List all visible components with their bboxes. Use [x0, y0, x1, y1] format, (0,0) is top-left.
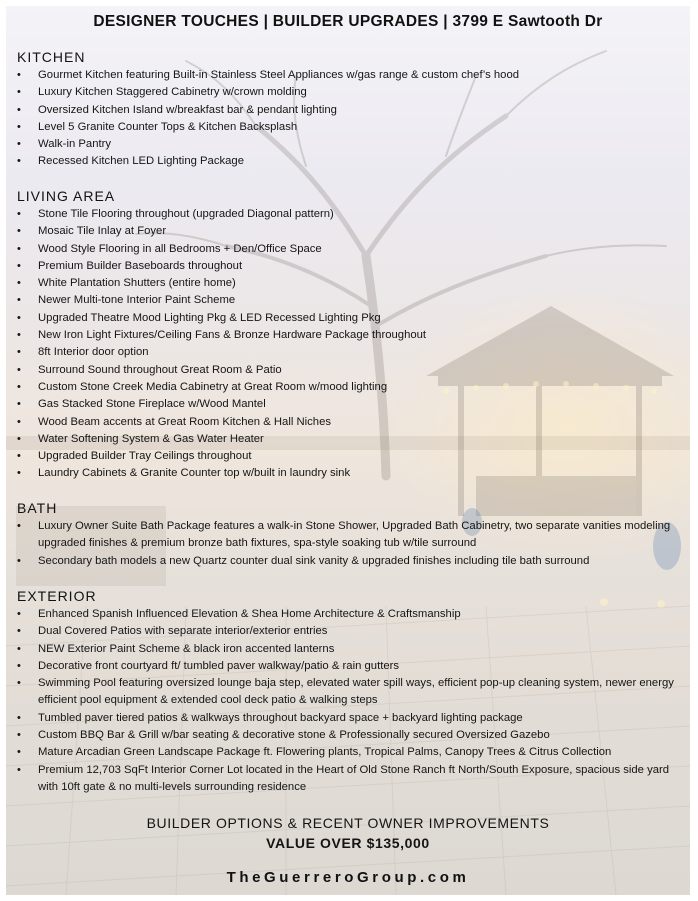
list-item: • Custom BBQ Bar & Grill w/bar seating & decorative stone & Professionally secured Oversized Gazebo: [6, 727, 690, 744]
bullet-icon: •: [17, 242, 21, 255]
bullet-icon: •: [17, 329, 21, 342]
bullet-icon: •: [17, 398, 21, 411]
bullet-icon: •: [17, 554, 21, 567]
bath-list: [6, 518, 690, 570]
list-item: • Surround Sound throughout Great Room & Patio: [6, 362, 690, 379]
list-item: • 8ft Interior door option: [6, 344, 690, 361]
list-item: • Walk-in Pantry: [6, 136, 690, 153]
value-statement: VALUE OVER $135,000: [266, 835, 430, 851]
bullet-icon: •: [17, 625, 21, 638]
kitchen-heading: KITCHEN: [17, 49, 86, 65]
bullet-icon: •: [17, 120, 21, 133]
flyer-content: [6, 6, 690, 895]
list-item: • White Plantation Shutters (entire home): [6, 275, 690, 292]
bullet-icon: •: [17, 208, 21, 220]
list-item: • Level 5 Granite Counter Tops & Kitchen Backsplash: [6, 119, 690, 136]
bullet-icon: •: [17, 380, 21, 393]
list-item: • Wood Beam accents at Great Room Kitchen & Hall Niches: [6, 414, 690, 431]
living-area-heading: LIVING AREA: [17, 188, 116, 204]
builder-options-heading: BUILDER OPTIONS & RECENT OWNER IMPROVEMENTS: [146, 815, 550, 831]
bullet-icon: •: [17, 294, 21, 307]
exterior-heading: EXTERIOR: [17, 588, 97, 604]
list-item: • Tumbled paver tiered patios & walkways throughout backyard space + backyard lighting package: [6, 710, 690, 727]
website-link[interactable]: TheGuerreroGroup.com: [226, 869, 470, 886]
bullet-icon: •: [17, 677, 21, 690]
living-area-list: [6, 206, 690, 483]
bullet-icon: •: [17, 746, 21, 759]
list-item: • Upgraded Builder Tray Ceilings throughout: [6, 448, 690, 465]
list-item: • Swimming Pool featuring oversized lounge baja step, elevated water spill ways, efficient pop-up cleaning system, newer energy efficient pool equipment & extended cool deck patio & walking steps: [17, 677, 674, 707]
list-item: • Secondary bath models a new Quartz counter dual sink vanity & upgraded finishes including tile bath surround: [6, 553, 690, 570]
list-item: • Gas Stacked Stone Fireplace w/Wood Mantel: [6, 396, 690, 413]
bullet-icon: •: [17, 138, 21, 151]
list-item: • Mosaic Tile Inlay at Foyer: [6, 223, 690, 240]
bullet-icon: •: [17, 642, 21, 655]
list-item: • Luxury Kitchen Staggered Cabinetry w/crown molding: [6, 84, 690, 101]
list-item: • Dual Covered Patios with separate interior/exterior entries: [6, 623, 690, 640]
list-item: • Laundry Cabinets & Granite Counter top w/built in laundry sink: [6, 465, 690, 482]
list-item: • New Iron Light Fixtures/Ceiling Fans & Bronze Hardware Package throughout: [6, 327, 690, 344]
bullet-icon: •: [17, 259, 21, 272]
bullet-icon: •: [17, 69, 21, 81]
kitchen-list: [6, 67, 690, 171]
bullet-icon: •: [17, 155, 21, 168]
bullet-icon: •: [17, 225, 21, 238]
list-item: • NEW Exterior Paint Scheme & black iron accented lanterns: [6, 641, 690, 658]
flyer-page: [6, 6, 690, 895]
list-item: • Mature Arcadian Green Landscape Package ft. Flowering plants, Tropical Palms, Canopy Trees & Citrus Collection: [6, 744, 690, 761]
list-item: • Enhanced Spanish Influenced Elevation & Shea Home Architecture & Craftsmanship: [6, 606, 690, 623]
bullet-icon: •: [17, 346, 21, 359]
list-item: • Upgraded Theatre Mood Lighting Pkg & LED Recessed Lighting Pkg: [6, 310, 690, 327]
list-item: • Premium Builder Baseboards throughout: [6, 258, 690, 275]
list-item: • Water Softening System & Gas Water Heater: [6, 431, 690, 448]
bullet-icon: •: [17, 711, 21, 724]
list-item: • Recessed Kitchen LED Lighting Package: [6, 153, 690, 170]
bullet-icon: •: [17, 363, 21, 376]
bullet-icon: •: [17, 467, 21, 480]
bullet-icon: •: [17, 432, 21, 445]
bullet-icon: •: [17, 608, 21, 620]
bullet-icon: •: [17, 520, 21, 532]
bullet-icon: •: [17, 277, 21, 290]
bullet-icon: •: [17, 729, 21, 742]
page-title: DESIGNER TOUCHES | BUILDER UPGRADES | 3799 E Sawtooth Dr: [93, 13, 603, 30]
bullet-icon: •: [17, 415, 21, 428]
bullet-icon: •: [17, 103, 21, 116]
list-item: • Decorative front courtyard ft/ tumbled paver walkway/patio & rain gutters: [6, 658, 690, 675]
bullet-icon: •: [17, 763, 21, 776]
bullet-icon: •: [17, 450, 21, 463]
list-item: • Wood Style Flooring in all Bedrooms + Den/Office Space: [6, 241, 690, 258]
bath-heading: BATH: [17, 500, 58, 516]
list-item: • Newer Multi-tone Interior Paint Scheme: [6, 292, 690, 309]
list-item: • Gourmet Kitchen featuring Built-in Stainless Steel Appliances w/gas range & custom chef’s hood: [6, 67, 690, 84]
bullet-icon: •: [17, 659, 21, 672]
list-item: • Custom Stone Creek Media Cabinetry at Great Room w/mood lighting: [6, 379, 690, 396]
list-item: • Premium 12,703 SqFt Interior Corner Lot located in the Heart of Old Stone Ranch ft North/South Exposure, spacious side yard with 10ft gate & no multi-levels surrounding residence: [17, 763, 670, 793]
list-item: • Luxury Owner Suite Bath Package features a walk-in Stone Shower, Upgraded Bath Cabinetry, two separate vanities modeling upgraded finishes & premium bronze bath fixtures, spa-style soaking tub w/tile surround: [17, 520, 671, 550]
bullet-icon: •: [17, 86, 21, 99]
bullet-icon: •: [17, 311, 21, 324]
list-item: • Stone Tile Flooring throughout (upgraded Diagonal pattern): [6, 206, 690, 223]
exterior-list: [6, 606, 690, 796]
list-item: • Oversized Kitchen Island w/breakfast bar & pendant lighting: [6, 102, 690, 119]
